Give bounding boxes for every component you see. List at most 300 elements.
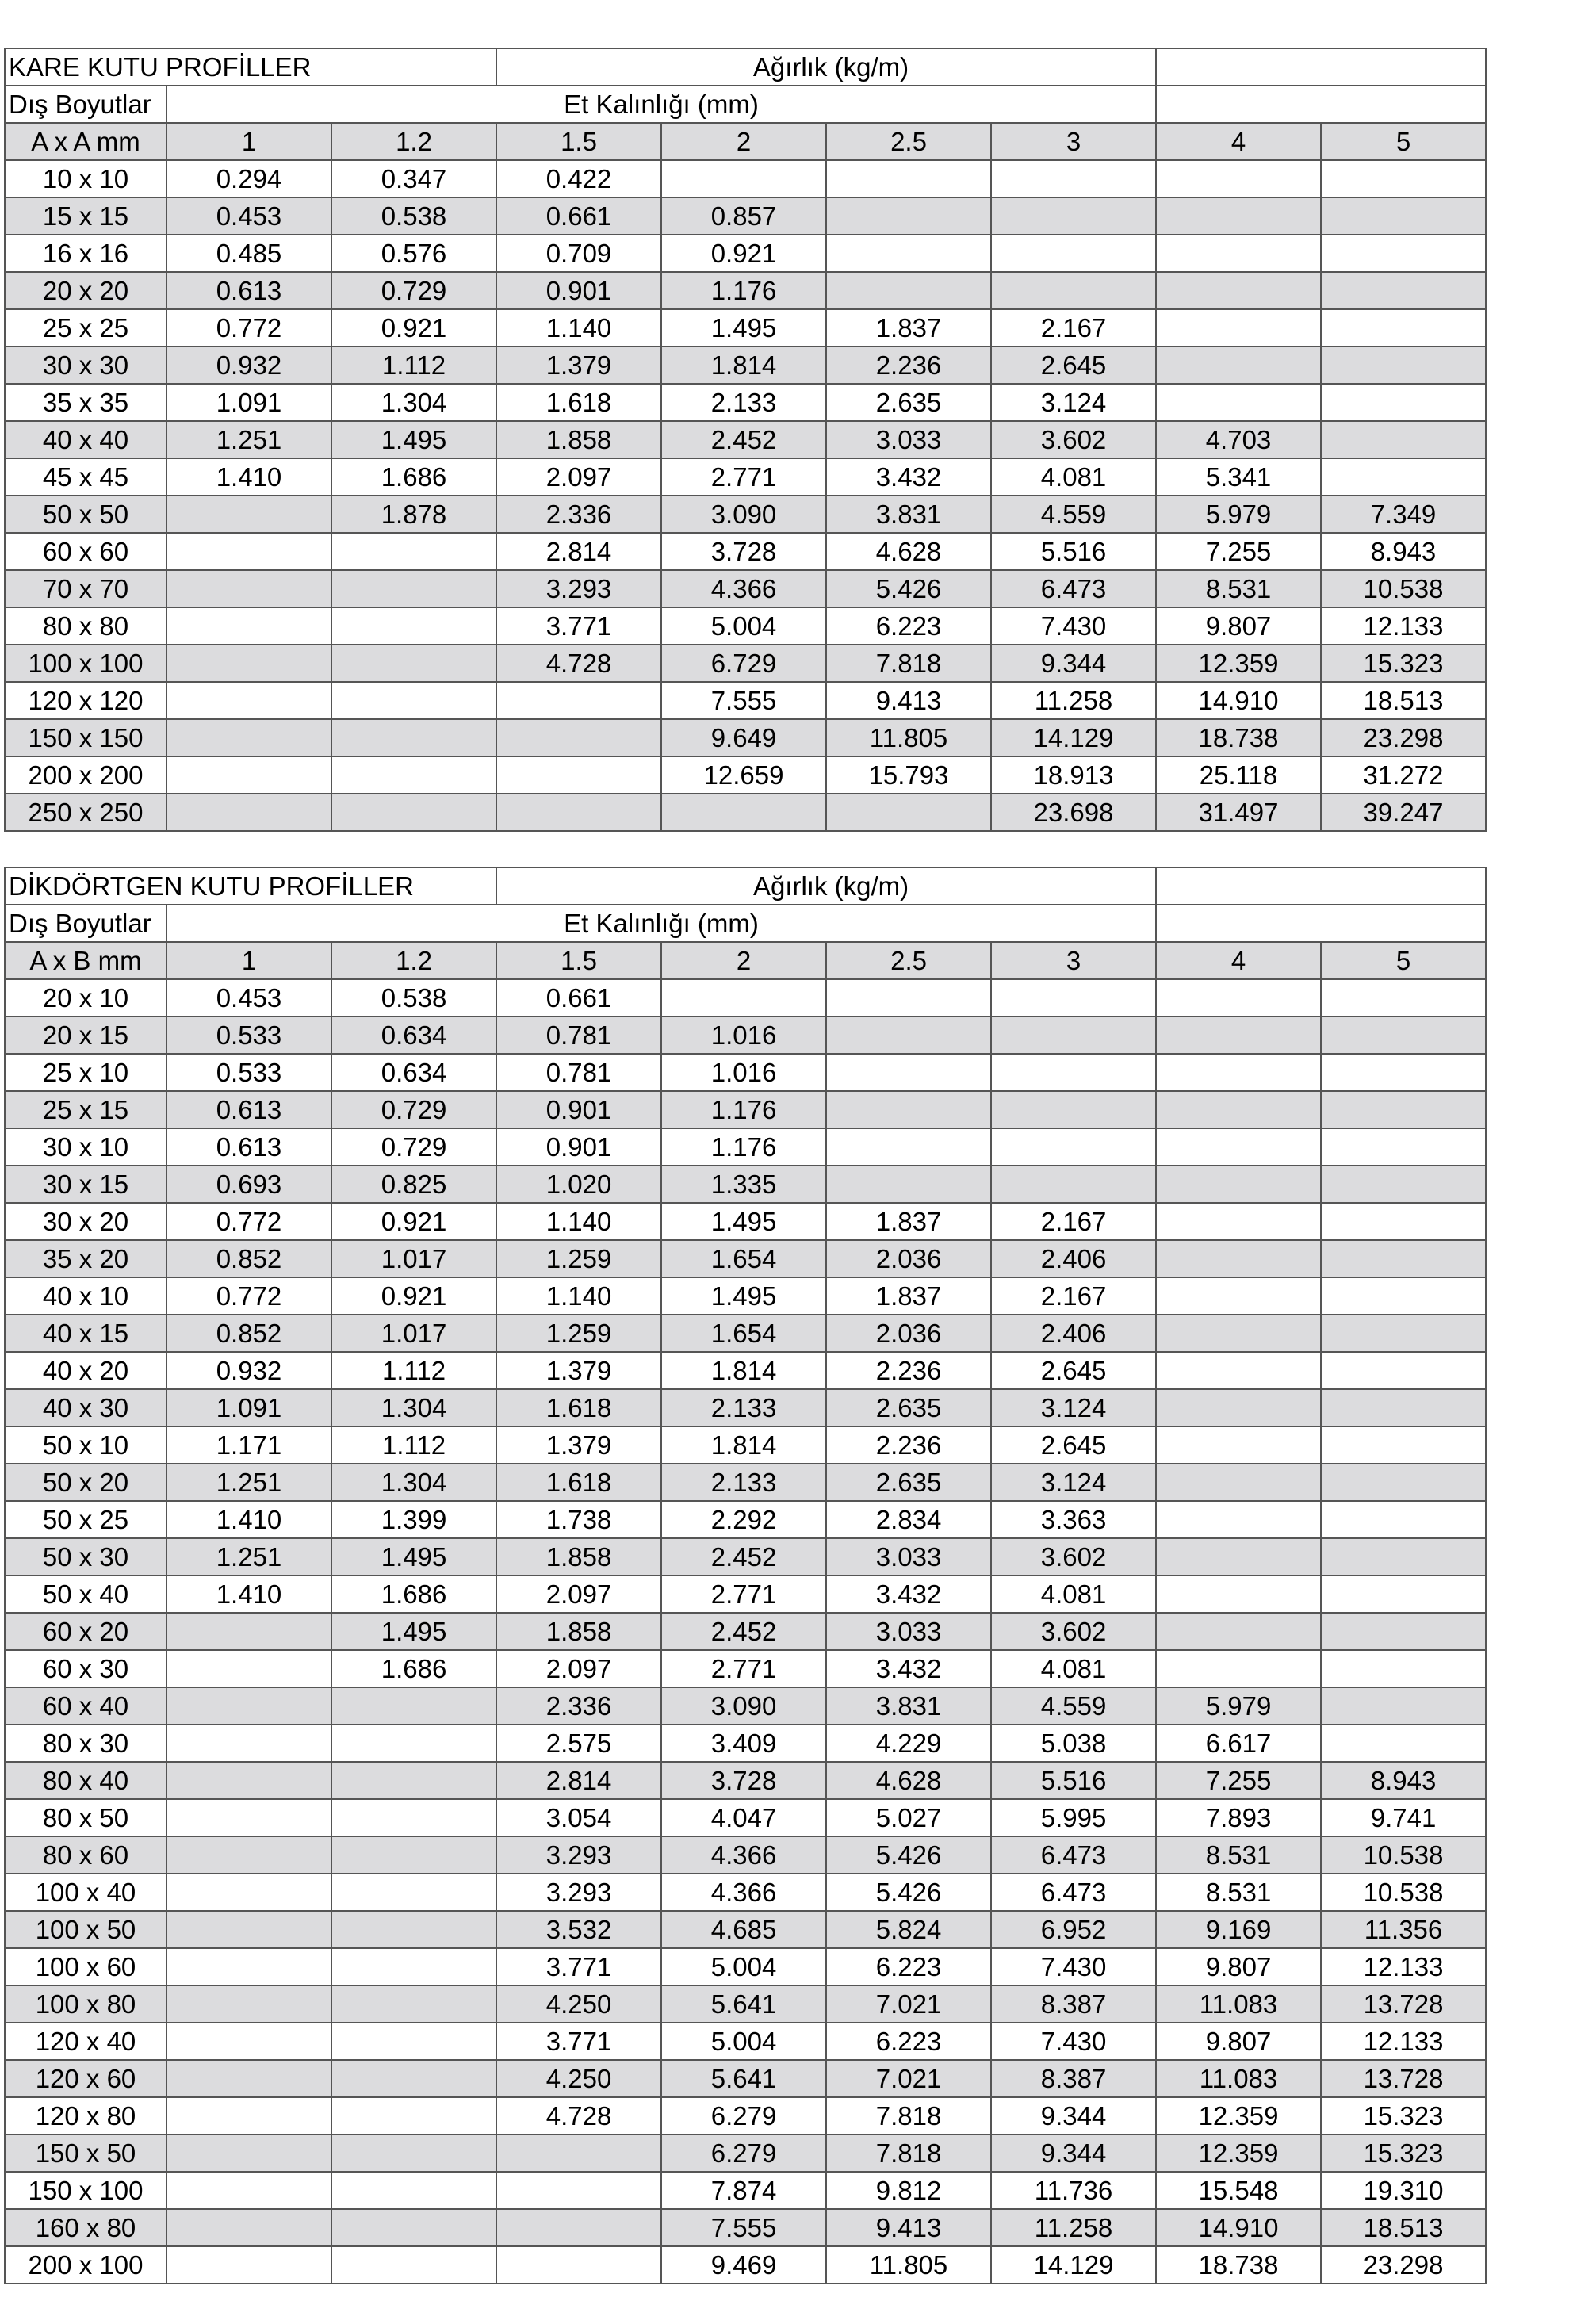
weight-cell: 1.140 bbox=[496, 309, 661, 346]
weight-cell: 11.083 bbox=[1156, 2060, 1321, 2097]
weight-cell bbox=[1156, 1464, 1321, 1501]
weight-cell: 1.686 bbox=[331, 458, 496, 496]
table-row bbox=[5, 1091, 1486, 1128]
weight-cell: 0.613 bbox=[166, 1091, 331, 1128]
table-row bbox=[5, 1501, 1486, 1538]
table-row bbox=[5, 1613, 1486, 1650]
size-cell: 100 x 100 bbox=[5, 645, 166, 682]
size-cell: 25 x 15 bbox=[5, 1091, 166, 1128]
weight-cell bbox=[331, 1687, 496, 1725]
weight-cell: 0.729 bbox=[331, 1091, 496, 1128]
weight-cell bbox=[496, 2134, 661, 2172]
weight-cell bbox=[1321, 1054, 1486, 1091]
weight-cell bbox=[331, 2023, 496, 2060]
weight-cell: 0.772 bbox=[166, 309, 331, 346]
weight-cell bbox=[1321, 1240, 1486, 1277]
weight-cell: 6.279 bbox=[661, 2097, 826, 2134]
table-title: KARE KUTU PROFİLLER bbox=[5, 48, 496, 86]
thickness-header: 3 bbox=[991, 942, 1156, 979]
size-cell: 30 x 15 bbox=[5, 1166, 166, 1203]
weight-cell: 1.858 bbox=[496, 421, 661, 458]
weight-cell: 3.532 bbox=[496, 1911, 661, 1948]
weight-cell bbox=[331, 1985, 496, 2023]
weight-cell bbox=[166, 2097, 331, 2134]
weight-cell: 3.602 bbox=[991, 1538, 1156, 1575]
size-cell: 100 x 80 bbox=[5, 1985, 166, 2023]
weight-cell bbox=[1156, 346, 1321, 384]
weight-cell bbox=[1156, 1277, 1321, 1315]
weight-cell bbox=[826, 1016, 991, 1054]
weight-cell bbox=[166, 1799, 331, 1836]
weight-cell: 9.344 bbox=[991, 2097, 1156, 2134]
weight-cell bbox=[166, 756, 331, 794]
table-row bbox=[5, 1203, 1486, 1240]
weight-cell: 2.406 bbox=[991, 1315, 1156, 1352]
weight-cell: 0.857 bbox=[661, 197, 826, 235]
weight-cell bbox=[1156, 1240, 1321, 1277]
weight-cell: 9.741 bbox=[1321, 1799, 1486, 1836]
weight-cell: 0.781 bbox=[496, 1016, 661, 1054]
weight-cell bbox=[1321, 1016, 1486, 1054]
weight-cell: 7.255 bbox=[1156, 1762, 1321, 1799]
weight-cell: 7.430 bbox=[991, 607, 1156, 645]
weight-cell: 12.133 bbox=[1321, 2023, 1486, 2060]
weight-cell bbox=[826, 197, 991, 235]
weight-cell bbox=[166, 2209, 331, 2246]
table-row bbox=[5, 570, 1486, 607]
weight-cell bbox=[991, 197, 1156, 235]
weight-cell bbox=[331, 1836, 496, 1874]
dimensions-label: Dış Boyutlar bbox=[5, 905, 166, 942]
size-cell: 10 x 10 bbox=[5, 160, 166, 197]
size-cell: 120 x 60 bbox=[5, 2060, 166, 2097]
weight-cell: 2.133 bbox=[661, 384, 826, 421]
weight-cell bbox=[661, 794, 826, 831]
title-row-blank bbox=[1156, 48, 1486, 86]
weight-cell bbox=[1156, 1501, 1321, 1538]
size-cell: 120 x 120 bbox=[5, 682, 166, 719]
weight-cell bbox=[991, 979, 1156, 1016]
table-row bbox=[5, 1538, 1486, 1575]
weight-cell bbox=[331, 682, 496, 719]
size-cell: 50 x 20 bbox=[5, 1464, 166, 1501]
thickness-header: 1.2 bbox=[331, 123, 496, 160]
table-row bbox=[5, 421, 1486, 458]
weight-cell bbox=[1321, 1203, 1486, 1240]
weight-cell bbox=[991, 1091, 1156, 1128]
weight-cell: 3.771 bbox=[496, 1948, 661, 1985]
weight-cell bbox=[1321, 1650, 1486, 1687]
weight-cell: 11.805 bbox=[826, 2246, 991, 2284]
weight-cell bbox=[331, 719, 496, 756]
weight-cell: 1.304 bbox=[331, 384, 496, 421]
weight-cell: 0.772 bbox=[166, 1277, 331, 1315]
weight-cell: 2.336 bbox=[496, 1687, 661, 1725]
table-row bbox=[5, 346, 1486, 384]
table-row bbox=[5, 1464, 1486, 1501]
weight-cell bbox=[331, 1911, 496, 1948]
weight-cell: 0.538 bbox=[331, 979, 496, 1016]
weight-cell: 0.538 bbox=[331, 197, 496, 235]
weight-cell: 4.366 bbox=[661, 1874, 826, 1911]
size-cell: 40 x 15 bbox=[5, 1315, 166, 1352]
weight-cell: 7.021 bbox=[826, 1985, 991, 2023]
weight-cell: 1.304 bbox=[331, 1389, 496, 1426]
weight-cell: 5.426 bbox=[826, 1836, 991, 1874]
size-cell: 80 x 60 bbox=[5, 1836, 166, 1874]
table-row bbox=[5, 1874, 1486, 1911]
size-cell: 250 x 250 bbox=[5, 794, 166, 831]
weight-cell: 4.628 bbox=[826, 1762, 991, 1799]
weight-cell: 1.495 bbox=[331, 1538, 496, 1575]
size-cell: 150 x 150 bbox=[5, 719, 166, 756]
weight-cell bbox=[331, 607, 496, 645]
weight-cell bbox=[826, 1128, 991, 1166]
weight-cell: 1.618 bbox=[496, 1464, 661, 1501]
weight-cell bbox=[331, 2209, 496, 2246]
weight-cell: 4.081 bbox=[991, 1575, 1156, 1613]
table-row bbox=[5, 1836, 1486, 1874]
weight-cell: 9.169 bbox=[1156, 1911, 1321, 1948]
table-row bbox=[5, 1277, 1486, 1315]
weight-cell: 3.033 bbox=[826, 1538, 991, 1575]
weight-cell bbox=[1156, 160, 1321, 197]
weight-cell bbox=[496, 794, 661, 831]
weight-cell: 6.223 bbox=[826, 1948, 991, 1985]
table-row bbox=[5, 458, 1486, 496]
weight-cell bbox=[166, 2246, 331, 2284]
column-header-row bbox=[5, 942, 1486, 979]
weight-cell: 6.952 bbox=[991, 1911, 1156, 1948]
weight-cell: 1.112 bbox=[331, 346, 496, 384]
weight-cell: 3.432 bbox=[826, 1575, 991, 1613]
weight-cell: 5.516 bbox=[991, 1762, 1156, 1799]
weight-cell: 15.323 bbox=[1321, 645, 1486, 682]
weight-cell bbox=[1156, 1389, 1321, 1426]
size-cell: 40 x 30 bbox=[5, 1389, 166, 1426]
weight-cell bbox=[166, 719, 331, 756]
weight-cell: 11.805 bbox=[826, 719, 991, 756]
weight-cell: 4.703 bbox=[1156, 421, 1321, 458]
size-cell: 25 x 25 bbox=[5, 309, 166, 346]
thickness-header: 2 bbox=[661, 123, 826, 160]
weight-cell: 8.943 bbox=[1321, 533, 1486, 570]
weight-cell: 8.387 bbox=[991, 1985, 1156, 2023]
weight-cell: 8.943 bbox=[1321, 1762, 1486, 1799]
table-row bbox=[5, 309, 1486, 346]
weight-cell: 12.359 bbox=[1156, 2097, 1321, 2134]
weight-cell: 1.140 bbox=[496, 1277, 661, 1315]
size-cell: 150 x 100 bbox=[5, 2172, 166, 2209]
weight-cell bbox=[661, 160, 826, 197]
weight-cell: 0.294 bbox=[166, 160, 331, 197]
weight-cell: 1.335 bbox=[661, 1166, 826, 1203]
weight-cell: 2.036 bbox=[826, 1240, 991, 1277]
weight-cell: 5.979 bbox=[1156, 1687, 1321, 1725]
weight-cell bbox=[1321, 1575, 1486, 1613]
weight-cell: 0.772 bbox=[166, 1203, 331, 1240]
weight-cell: 2.645 bbox=[991, 346, 1156, 384]
weight-cell: 1.379 bbox=[496, 1352, 661, 1389]
weight-cell bbox=[1321, 309, 1486, 346]
weight-cell: 5.641 bbox=[661, 2060, 826, 2097]
weight-cell bbox=[1156, 1650, 1321, 1687]
table-row bbox=[5, 979, 1486, 1016]
weight-cell: 5.027 bbox=[826, 1799, 991, 1836]
table-row bbox=[5, 1240, 1486, 1277]
weight-cell bbox=[1156, 1091, 1321, 1128]
size-cell: 30 x 10 bbox=[5, 1128, 166, 1166]
weight-cell bbox=[1321, 1128, 1486, 1166]
weight-cell bbox=[1156, 1575, 1321, 1613]
weight-cell: 3.728 bbox=[661, 533, 826, 570]
weight-cell: 0.932 bbox=[166, 1352, 331, 1389]
weight-cell bbox=[1321, 160, 1486, 197]
weight-cell: 1.814 bbox=[661, 1352, 826, 1389]
weight-cell: 1.112 bbox=[331, 1352, 496, 1389]
weight-cell: 1.495 bbox=[661, 1277, 826, 1315]
weight-cell: 18.738 bbox=[1156, 2246, 1321, 2284]
table-row bbox=[5, 2172, 1486, 2209]
weight-cell: 1.016 bbox=[661, 1054, 826, 1091]
weight-cell: 1.171 bbox=[166, 1426, 331, 1464]
weight-cell: 0.781 bbox=[496, 1054, 661, 1091]
weight-cell: 3.090 bbox=[661, 1687, 826, 1725]
weight-cell: 2.645 bbox=[991, 1352, 1156, 1389]
weight-cell: 0.453 bbox=[166, 197, 331, 235]
weight-cell: 5.004 bbox=[661, 607, 826, 645]
table-row bbox=[5, 2097, 1486, 2134]
weight-cell bbox=[166, 1613, 331, 1650]
weight-cell bbox=[1321, 1352, 1486, 1389]
weight-cell bbox=[991, 272, 1156, 309]
weight-cell: 4.081 bbox=[991, 458, 1156, 496]
weight-cell bbox=[1321, 1687, 1486, 1725]
table-row bbox=[5, 1016, 1486, 1054]
weight-cell bbox=[826, 979, 991, 1016]
weight-cell: 1.016 bbox=[661, 1016, 826, 1054]
table-row bbox=[5, 533, 1486, 570]
weight-cell: 0.921 bbox=[331, 1203, 496, 1240]
weight-cell bbox=[1156, 309, 1321, 346]
weight-cell bbox=[331, 756, 496, 794]
size-cell: 120 x 40 bbox=[5, 2023, 166, 2060]
table-row bbox=[5, 1725, 1486, 1762]
weight-cell: 7.893 bbox=[1156, 1799, 1321, 1836]
weight-cell bbox=[991, 1054, 1156, 1091]
weight-cell bbox=[166, 2134, 331, 2172]
weight-cell: 2.834 bbox=[826, 1501, 991, 1538]
weight-cell: 2.236 bbox=[826, 1352, 991, 1389]
weight-cell: 10.538 bbox=[1321, 570, 1486, 607]
weight-cell: 2.406 bbox=[991, 1240, 1156, 1277]
weight-cell: 0.901 bbox=[496, 1091, 661, 1128]
weight-cell: 14.910 bbox=[1156, 682, 1321, 719]
weight-cell: 1.495 bbox=[661, 309, 826, 346]
weight-cell bbox=[1321, 272, 1486, 309]
weight-cell: 5.979 bbox=[1156, 496, 1321, 533]
weight-cell: 0.852 bbox=[166, 1240, 331, 1277]
size-cell: 50 x 40 bbox=[5, 1575, 166, 1613]
weight-cell: 12.359 bbox=[1156, 2134, 1321, 2172]
weight-cell: 9.807 bbox=[1156, 1948, 1321, 1985]
weight-cell: 1.814 bbox=[661, 1426, 826, 1464]
weight-cell: 3.771 bbox=[496, 607, 661, 645]
table-row bbox=[5, 1687, 1486, 1725]
weight-cell: 0.661 bbox=[496, 197, 661, 235]
thickness-header: 1.5 bbox=[496, 123, 661, 160]
weight-cell: 1.399 bbox=[331, 1501, 496, 1538]
table-row bbox=[5, 197, 1486, 235]
weight-cell: 2.814 bbox=[496, 533, 661, 570]
weight-cell: 19.310 bbox=[1321, 2172, 1486, 2209]
weight-cell: 9.413 bbox=[826, 682, 991, 719]
rectangular-profile-table bbox=[4, 867, 1487, 2284]
weight-cell: 12.133 bbox=[1321, 1948, 1486, 1985]
weight-cell: 1.251 bbox=[166, 421, 331, 458]
weight-cell: 4.081 bbox=[991, 1650, 1156, 1687]
weight-cell: 18.913 bbox=[991, 756, 1156, 794]
weight-cell bbox=[331, 2097, 496, 2134]
table-row bbox=[5, 607, 1486, 645]
weight-cell: 4.366 bbox=[661, 570, 826, 607]
weight-cell: 1.495 bbox=[331, 1613, 496, 1650]
weight-cell: 4.366 bbox=[661, 1836, 826, 1874]
thickness-header: 2 bbox=[661, 942, 826, 979]
weight-cell: 0.485 bbox=[166, 235, 331, 272]
weight-label: Ağırlık (kg/m) bbox=[496, 48, 1156, 86]
weight-cell: 2.236 bbox=[826, 346, 991, 384]
weight-cell: 15.548 bbox=[1156, 2172, 1321, 2209]
weight-cell: 31.272 bbox=[1321, 756, 1486, 794]
weight-cell: 5.426 bbox=[826, 570, 991, 607]
table-row bbox=[5, 1911, 1486, 1948]
size-cell: 200 x 200 bbox=[5, 756, 166, 794]
weight-cell bbox=[826, 794, 991, 831]
weight-cell: 2.452 bbox=[661, 421, 826, 458]
table-row bbox=[5, 645, 1486, 682]
weight-cell bbox=[1321, 197, 1486, 235]
size-column-header: A x B mm bbox=[5, 942, 166, 979]
weight-cell: 5.641 bbox=[661, 1985, 826, 2023]
table-row bbox=[5, 235, 1486, 272]
weight-cell bbox=[826, 1166, 991, 1203]
table-row bbox=[5, 2209, 1486, 2246]
weight-cell: 1.738 bbox=[496, 1501, 661, 1538]
weight-cell bbox=[1321, 1389, 1486, 1426]
weight-cell: 6.223 bbox=[826, 2023, 991, 2060]
weight-cell: 0.453 bbox=[166, 979, 331, 1016]
weight-cell: 4.685 bbox=[661, 1911, 826, 1948]
weight-cell bbox=[1156, 1054, 1321, 1091]
weight-cell: 0.634 bbox=[331, 1016, 496, 1054]
weight-cell bbox=[1321, 1613, 1486, 1650]
thickness-header: 3 bbox=[991, 123, 1156, 160]
weight-cell: 13.728 bbox=[1321, 1985, 1486, 2023]
table-row bbox=[5, 384, 1486, 421]
weight-cell: 1.379 bbox=[496, 346, 661, 384]
weight-cell: 0.576 bbox=[331, 235, 496, 272]
weight-cell: 2.635 bbox=[826, 1389, 991, 1426]
weight-cell: 14.129 bbox=[991, 2246, 1156, 2284]
weight-cell: 1.837 bbox=[826, 309, 991, 346]
weight-cell: 12.659 bbox=[661, 756, 826, 794]
weight-cell: 23.698 bbox=[991, 794, 1156, 831]
weight-cell bbox=[1156, 272, 1321, 309]
size-cell: 50 x 25 bbox=[5, 1501, 166, 1538]
size-cell: 100 x 50 bbox=[5, 1911, 166, 1948]
table-row bbox=[5, 2246, 1486, 2284]
weight-cell: 1.837 bbox=[826, 1277, 991, 1315]
weight-cell bbox=[1321, 1538, 1486, 1575]
size-cell: 150 x 50 bbox=[5, 2134, 166, 2172]
thickness-header: 5 bbox=[1321, 123, 1486, 160]
table-row bbox=[5, 1799, 1486, 1836]
weight-cell: 1.686 bbox=[331, 1650, 496, 1687]
weight-cell bbox=[331, 533, 496, 570]
weight-cell: 4.728 bbox=[496, 2097, 661, 2134]
weight-cell bbox=[331, 1725, 496, 1762]
thickness-header: 2.5 bbox=[826, 123, 991, 160]
weight-cell: 2.336 bbox=[496, 496, 661, 533]
weight-cell bbox=[991, 235, 1156, 272]
weight-cell bbox=[1321, 421, 1486, 458]
weight-cell: 6.473 bbox=[991, 1836, 1156, 1874]
weight-cell: 1.251 bbox=[166, 1464, 331, 1501]
weight-cell: 0.901 bbox=[496, 1128, 661, 1166]
weight-cell: 7.255 bbox=[1156, 533, 1321, 570]
weight-cell: 3.124 bbox=[991, 384, 1156, 421]
weight-cell: 0.613 bbox=[166, 1128, 331, 1166]
thickness-header: 4 bbox=[1156, 942, 1321, 979]
size-cell: 160 x 80 bbox=[5, 2209, 166, 2246]
weight-cell bbox=[331, 2060, 496, 2097]
weight-cell bbox=[166, 2172, 331, 2209]
weight-cell: 1.017 bbox=[331, 1315, 496, 1352]
table-row bbox=[5, 2023, 1486, 2060]
weight-cell: 5.038 bbox=[991, 1725, 1156, 1762]
weight-cell: 6.617 bbox=[1156, 1725, 1321, 1762]
weight-cell: 1.140 bbox=[496, 1203, 661, 1240]
weight-cell: 1.410 bbox=[166, 1575, 331, 1613]
weight-cell bbox=[1321, 346, 1486, 384]
table-row bbox=[5, 1762, 1486, 1799]
weight-cell: 0.634 bbox=[331, 1054, 496, 1091]
weight-cell: 5.516 bbox=[991, 533, 1156, 570]
weight-cell bbox=[166, 1874, 331, 1911]
weight-cell bbox=[1321, 384, 1486, 421]
weight-cell: 0.729 bbox=[331, 1128, 496, 1166]
size-cell: 40 x 40 bbox=[5, 421, 166, 458]
weight-cell: 6.473 bbox=[991, 570, 1156, 607]
weight-cell bbox=[166, 2060, 331, 2097]
weight-cell bbox=[1156, 1352, 1321, 1389]
weight-cell: 2.097 bbox=[496, 1650, 661, 1687]
weight-cell: 13.728 bbox=[1321, 2060, 1486, 2097]
weight-cell bbox=[1156, 979, 1321, 1016]
weight-cell: 4.728 bbox=[496, 645, 661, 682]
weight-cell: 7.555 bbox=[661, 2209, 826, 2246]
weight-cell bbox=[1156, 1613, 1321, 1650]
weight-cell bbox=[826, 160, 991, 197]
weight-cell bbox=[1156, 1315, 1321, 1352]
table-row bbox=[5, 2134, 1486, 2172]
weight-cell: 11.356 bbox=[1321, 1911, 1486, 1948]
weight-cell bbox=[166, 496, 331, 533]
weight-cell bbox=[331, 645, 496, 682]
weight-cell: 9.649 bbox=[661, 719, 826, 756]
weight-cell: 23.298 bbox=[1321, 719, 1486, 756]
